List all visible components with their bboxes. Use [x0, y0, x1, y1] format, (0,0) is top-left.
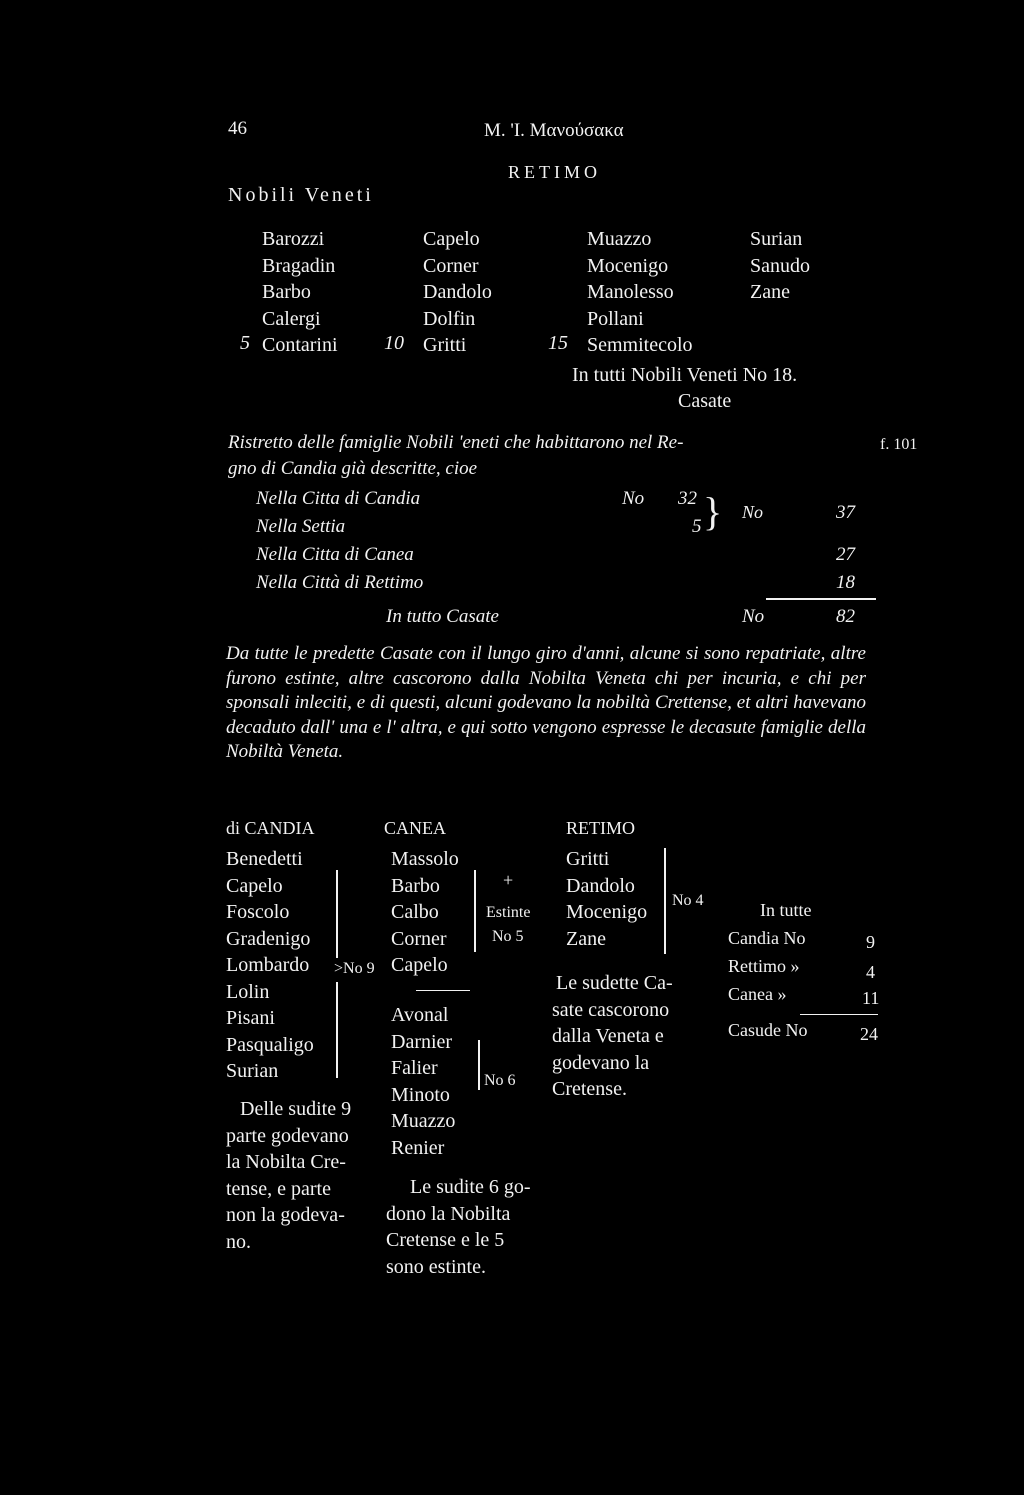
list-item: Gradenigo	[226, 927, 311, 950]
canea-note: Le sudite 6 go- dono la Nobilta Cretense e le 5 sono estinte.	[386, 1176, 531, 1278]
list-item: Foscolo	[226, 901, 290, 923]
list-item: Renier	[391, 1136, 445, 1159]
ristretto-row-label: Nella Città di Rettimo	[256, 572, 424, 593]
ristretto-row-label: Nella Citta di Candia	[256, 488, 421, 509]
running-head: M. 'I. Μανούσακα	[484, 120, 624, 141]
noble-name: Corner	[423, 254, 479, 277]
noble-name: Gritti	[423, 334, 467, 356]
nobili-col4	[750, 226, 810, 306]
candia-bracket-top	[336, 870, 338, 958]
canea-bracket-1	[474, 870, 476, 952]
totals-row-label: Canea »	[728, 984, 787, 1004]
list-item: Avonal	[391, 1004, 449, 1026]
noble-name: Semmitecolo	[587, 334, 693, 356]
ristretto-total: 82	[836, 606, 855, 627]
list-item: Muazzo	[391, 1110, 456, 1132]
noble-name: Bragadin	[262, 254, 336, 277]
list-item: Corner	[391, 927, 447, 950]
list-item: Pasqualigo	[226, 1033, 314, 1056]
list-item: Lombardo	[226, 954, 310, 976]
noble-name: Muazzo	[587, 228, 652, 250]
page-number: 46	[228, 118, 247, 139]
totals-heading: In tutte	[760, 900, 812, 920]
list-item: Mocenigo	[566, 901, 648, 923]
noble-name: Sanudo	[750, 254, 810, 277]
noble-name: Surian	[750, 228, 803, 250]
line-number-10: 10	[384, 332, 404, 354]
retimo-note: Le sudette Ca- sate cascorono dalla Veneta e godevano la Cretense.	[552, 972, 673, 1100]
candia-list	[226, 846, 314, 1085]
nobili-total-caption: Casate	[678, 390, 732, 412]
noble-name: Capelo	[423, 228, 480, 250]
candia-heading: di CANDIA	[226, 818, 315, 838]
totals-row-value: 9	[866, 932, 875, 952]
ristretto-subtotal: 37	[836, 502, 855, 523]
noble-name: Zane	[750, 281, 790, 303]
canea-group2	[391, 1002, 455, 1161]
noble-name: Dolfin	[423, 307, 476, 330]
noble-name: Barbo	[262, 281, 311, 303]
noble-name: Calergi	[262, 307, 321, 330]
estinte-label: Estinte	[486, 904, 531, 921]
ristretto-title-1: Ristretto delle famiglie Nobili 'eneti che habittarono nel Re-	[228, 432, 684, 453]
nobili-col2	[423, 226, 492, 359]
totals-row-value: 11	[862, 988, 880, 1008]
ristretto-total-no: No	[742, 606, 765, 627]
list-item: Calbo	[391, 901, 439, 923]
candia-note: Delle sudite 9 parte godevano la Nobilta Cre- tense, e parte non la godeva- no.	[226, 1098, 352, 1253]
list-item: Gritti	[566, 848, 610, 870]
candia-count: >No 9	[334, 960, 375, 977]
noble-name: Pollani	[587, 307, 644, 330]
ristretto-row-label: Nella Settia	[256, 516, 346, 537]
ristretto-title-2: gno di Candia già descritte, cioe	[228, 458, 478, 479]
retimo-heading: RETIMO	[566, 818, 635, 838]
canea-heading: CANEA	[384, 818, 446, 838]
list-item: Capelo	[391, 954, 448, 976]
ristretto-row-value: 32	[678, 488, 697, 509]
nobili-total: In tutti Nobili Veneti No 18.	[572, 364, 798, 386]
candia-bracket-bottom	[336, 982, 338, 1078]
list-item: Darnier	[391, 1030, 453, 1053]
noble-name: Mocenigo	[587, 254, 669, 277]
retimo-bracket	[664, 848, 666, 954]
list-item: Benedetti	[226, 848, 303, 870]
list-item: Zane	[566, 927, 606, 950]
canea-bracket-2	[478, 1040, 480, 1090]
list-item: Barbo	[391, 874, 440, 897]
section-title: RETIMO	[508, 162, 601, 182]
brace: }	[703, 489, 723, 534]
ristretto-subtotal-no: No	[742, 502, 764, 522]
ristretto-total-label: In tutto Casate	[386, 606, 499, 627]
list-item: Massolo	[391, 848, 459, 870]
list-item: Dandolo	[566, 874, 635, 897]
list-item: Surian	[226, 1060, 279, 1082]
nobili-heading: Nobili Veneti	[228, 184, 374, 206]
list-item: Lolin	[226, 980, 270, 1003]
folio-note: f. 101	[880, 436, 918, 453]
canea-group1-count: No 5	[492, 928, 524, 945]
nobili-col1	[262, 226, 338, 359]
canea-group2-count: No 6	[484, 1072, 516, 1089]
totals-row-label: Candia No	[728, 928, 806, 948]
noble-name: Contarini	[262, 334, 338, 356]
retimo-count: No 4	[672, 892, 704, 909]
retimo-list	[566, 846, 647, 952]
noble-name: Manolesso	[587, 281, 674, 303]
noble-name: Barozzi	[262, 228, 325, 250]
list-item: Pisani	[226, 1007, 275, 1029]
totals-sum-value: 24	[860, 1024, 878, 1044]
ristretto-row-value: 18	[836, 572, 855, 593]
line-number-5: 5	[240, 332, 250, 354]
totals-row-label: Rettimo »	[728, 956, 800, 976]
cross-mark: +	[503, 870, 514, 890]
totals-rule	[800, 1014, 878, 1015]
line-number-15: 15	[548, 332, 568, 354]
nobili-col3	[587, 226, 693, 359]
body-paragraph: Da tutte le predette Casate con il lungo giro d'anni, alcune si sono repatriate, altre furono estinte, altre cascorono dalla Nobilta Veneta chi per incuria, e chi per sponsali inleciti, e di questi, alcuni godevano la nobiltà Crettense, et altri havevano decaduto dall' una e l' altra, e qui sotto vengono espresse le decasute famiglie della Nobiltà Veneta.	[226, 643, 866, 762]
list-item: Minoto	[391, 1083, 450, 1106]
totals-sum-label: Casude No	[728, 1020, 808, 1040]
ristretto-row-value: 5	[692, 516, 702, 537]
canea-group1	[391, 846, 459, 979]
list-item: Capelo	[226, 874, 283, 897]
list-item: Falier	[391, 1057, 438, 1079]
totals-row-value: 4	[866, 962, 875, 982]
noble-name: Dandolo	[423, 281, 492, 303]
canea-rule	[416, 990, 470, 991]
sum-rule	[766, 598, 876, 600]
ristretto-row-value: 27	[836, 544, 855, 565]
ristretto-row-label: Nella Citta di Canea	[256, 544, 414, 565]
ristretto-row-no: No	[622, 488, 645, 509]
